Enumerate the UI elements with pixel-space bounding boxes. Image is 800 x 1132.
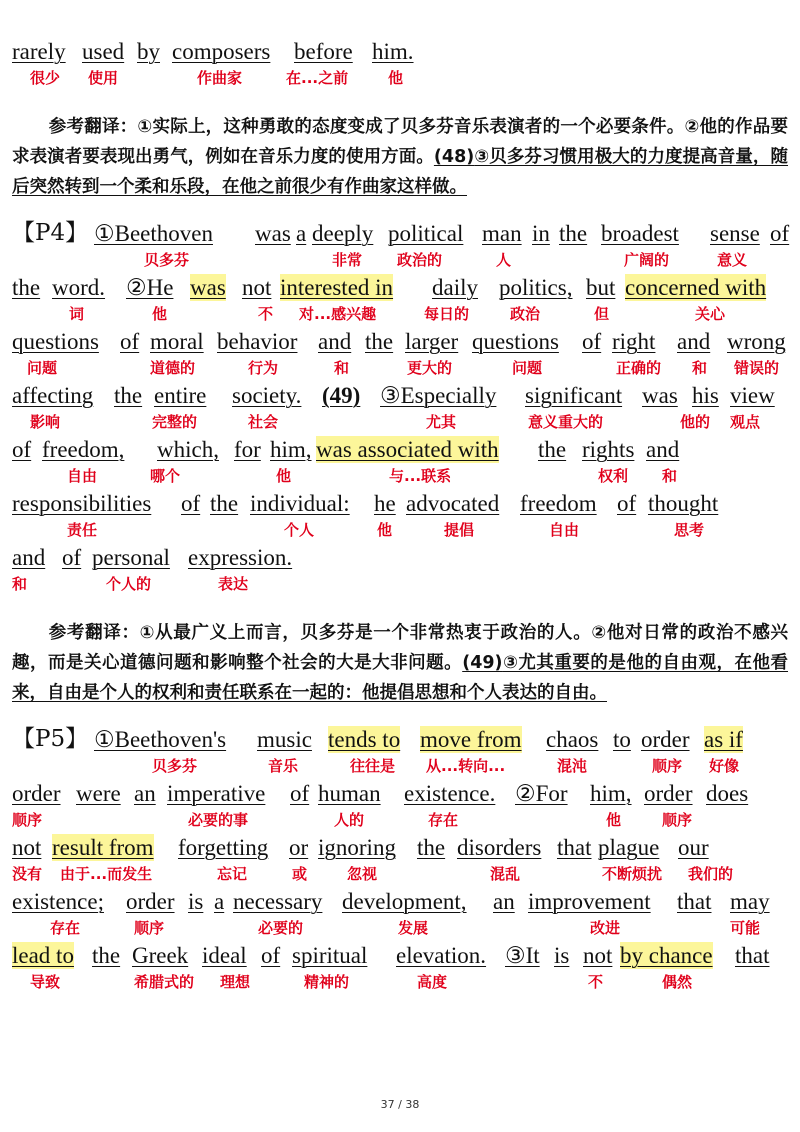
english-word: development,	[342, 889, 467, 914]
gloss-word: 忘记	[217, 865, 248, 883]
english-word: the	[417, 835, 446, 860]
translation-body: ①从最广义上而言，贝多芬是一个非常热衷于政治的人。②他对日常的政治不感兴趣，而是关心道德问题和影响整个社会的大是大非问题。	[12, 623, 788, 673]
english-word: ignoring	[318, 835, 396, 860]
gloss-word: 可能	[730, 919, 761, 937]
english-word: he	[374, 491, 396, 516]
gloss-word: 存在	[50, 919, 81, 937]
english-word: were	[76, 781, 121, 806]
gloss-word: 他	[388, 69, 404, 87]
english-word: necessary	[233, 889, 323, 914]
english-word: existence.	[404, 781, 496, 806]
gloss-word: 哪个	[150, 467, 181, 485]
english-word: expression.	[188, 545, 293, 570]
p4-english-line-5	[12, 436, 792, 463]
gloss-word: 和	[692, 359, 708, 377]
english-word: or	[289, 835, 309, 860]
english-word: ③Especially	[380, 383, 497, 408]
gloss-word: 忽视	[347, 865, 378, 883]
english-word: the	[92, 943, 121, 968]
p5-english-line-2	[12, 780, 792, 807]
english-phrase-highlight: concerned with	[625, 275, 767, 300]
english-word: view	[730, 383, 775, 408]
english-word: ①Beethoven's	[94, 727, 227, 752]
gloss-word: 希腊式的	[134, 973, 195, 991]
p3-reference-translation	[12, 112, 788, 202]
english-word: ideal	[202, 943, 247, 968]
gloss-word: 意义重大的	[528, 413, 604, 431]
english-word: disorders	[457, 835, 542, 860]
gloss-word: 偶然	[662, 973, 693, 991]
gloss-word: 贝多芬	[152, 757, 198, 775]
gloss-word: 发展	[398, 919, 429, 937]
translation-label: 参考翻译：	[48, 623, 140, 643]
translation-label: 参考翻译：	[48, 117, 138, 137]
english-word: right	[612, 329, 656, 354]
english-word: to	[613, 727, 631, 752]
english-word: and	[677, 329, 711, 354]
english-word: larger	[405, 329, 459, 354]
english-word: of	[120, 329, 140, 354]
p4-gloss-line-1	[12, 247, 792, 274]
gloss-word: 社会	[248, 413, 279, 431]
gloss-word: 广阔的	[624, 251, 670, 269]
english-phrase-highlight: tends to	[328, 727, 401, 752]
english-word: imperative	[167, 781, 266, 806]
english-word: order	[12, 781, 61, 806]
english-word: for	[234, 437, 261, 462]
english-word: him.	[372, 39, 414, 64]
english-word: of	[770, 221, 790, 246]
english-word: freedom	[520, 491, 597, 516]
gloss-word: 作曲家	[197, 69, 243, 87]
english-word: society.	[232, 383, 302, 408]
gloss-word: 音乐	[268, 757, 299, 775]
p4-gloss-line-3	[12, 355, 792, 382]
translation-underlined: ③贝多芬习惯用极大的力度提高音量，随后突然转到一个柔和乐段，在他之前很少有作曲家这样做。	[12, 147, 789, 197]
english-word: deeply	[312, 221, 374, 246]
english-word: questions	[472, 329, 559, 354]
english-word: is	[188, 889, 204, 914]
gloss-word: 和	[334, 359, 350, 377]
gloss-word: 关心	[695, 305, 726, 323]
english-phrase-highlight: lead to	[12, 943, 74, 968]
gloss-word: 从...转向...	[426, 757, 506, 775]
english-word: him,	[590, 781, 632, 806]
english-word: was	[255, 221, 291, 246]
p3-english-line	[12, 38, 792, 65]
english-word: Greek	[132, 943, 189, 968]
gloss-word: 权利	[598, 467, 629, 485]
p4-english-line-1	[12, 220, 792, 247]
p4-gloss-line-4	[12, 409, 792, 436]
english-word: ②He	[126, 275, 174, 300]
gloss-word: 责任	[67, 521, 98, 539]
gloss-word: 人	[496, 251, 512, 269]
translation-body: ①实际上，这种勇敢的态度变成了贝多芬音乐表演者的一个必要条件。②他的作品要求表演者要表现出勇气，例如在音乐力度的使用方面。	[12, 117, 788, 167]
gloss-word: 和	[662, 467, 678, 485]
p4-english-line-2	[12, 274, 792, 301]
gloss-word: 他	[377, 521, 393, 539]
p5-english-line-4	[12, 888, 792, 915]
english-word: an	[493, 889, 515, 914]
english-word: spiritual	[292, 943, 368, 968]
p4-gloss-line-6	[12, 517, 792, 544]
english-word: of	[290, 781, 310, 806]
english-word: used	[82, 39, 125, 64]
p5-gloss-line-3	[12, 861, 792, 888]
english-word: order	[644, 781, 693, 806]
english-phrase-highlight: move from	[420, 727, 522, 752]
p4-english-line-3	[12, 328, 792, 355]
p5-gloss-line-1	[12, 753, 792, 780]
english-word: and	[646, 437, 680, 462]
english-word: does	[706, 781, 749, 806]
english-phrase-highlight: result from	[52, 835, 154, 860]
p4-english-line-6	[12, 490, 792, 517]
p4-english-line-4	[12, 382, 792, 409]
english-word: rarely	[12, 39, 66, 64]
english-word: affecting	[12, 383, 94, 408]
english-word: human	[318, 781, 381, 806]
english-word: composers	[172, 39, 271, 64]
english-word: music	[257, 727, 312, 752]
gloss-word: 理想	[220, 973, 251, 991]
p5-english-line-1	[12, 726, 792, 753]
gloss-word: 错误的	[734, 359, 780, 377]
gloss-word: 与...联系	[389, 467, 452, 485]
question-number: (49)	[462, 653, 503, 673]
gloss-word: 完整的	[152, 413, 198, 431]
english-word: broadest	[601, 221, 679, 246]
english-word: the	[12, 275, 41, 300]
gloss-word: 往往是	[350, 757, 396, 775]
english-word: not	[12, 835, 42, 860]
question-marker: (49)	[322, 383, 361, 408]
gloss-word: 影响	[30, 413, 61, 431]
english-word: forgetting	[178, 835, 269, 860]
gloss-word: 自由	[67, 467, 98, 485]
gloss-word: 混乱	[490, 865, 521, 883]
english-word: his	[692, 383, 719, 408]
gloss-word: 每日的	[424, 305, 470, 323]
gloss-word: 道德的	[150, 359, 196, 377]
gloss-word: 不断烦扰	[602, 865, 663, 883]
gloss-word: 精神的	[304, 973, 350, 991]
gloss-word: 政治的	[397, 251, 443, 269]
english-word: rights	[582, 437, 635, 462]
gloss-word: 提倡	[444, 521, 475, 539]
gloss-word: 更大的	[407, 359, 453, 377]
gloss-word: 正确的	[616, 359, 662, 377]
gloss-word: 人的	[334, 811, 365, 829]
english-word: ②For	[515, 781, 568, 806]
english-word: plague	[598, 835, 660, 860]
english-word: ③It	[505, 943, 540, 968]
p4-gloss-line-2	[12, 301, 792, 328]
translation-underlined: ③尤其重要的是他的自由观，在他看来，自由是个人的权利和责任联系在一起的：他提倡思想和个人表达的自由。	[12, 653, 789, 703]
gloss-word: 观点	[730, 413, 761, 431]
english-word: moral	[150, 329, 204, 354]
english-word: order	[126, 889, 175, 914]
english-word: not	[583, 943, 613, 968]
english-word: political	[388, 221, 464, 246]
gloss-word: 和	[12, 575, 28, 593]
gloss-word: 贝多芬	[144, 251, 190, 269]
english-word: which,	[157, 437, 219, 462]
p4-reference-translation	[12, 618, 788, 708]
english-word: daily	[432, 275, 478, 300]
gloss-word: 很少	[30, 69, 61, 87]
english-word: of	[617, 491, 637, 516]
english-phrase-highlight: interested in	[280, 275, 394, 300]
english-word: individual:	[250, 491, 350, 516]
p5-gloss-line-2	[12, 807, 792, 834]
gloss-word: 他	[606, 811, 622, 829]
english-word: and	[12, 545, 46, 570]
p3-gloss-line	[12, 65, 792, 92]
gloss-word: 他的	[680, 413, 711, 431]
gloss-word: 对...感兴趣	[299, 305, 377, 323]
gloss-word: 行为	[248, 359, 279, 377]
gloss-word: 高度	[417, 973, 448, 991]
english-word: may	[730, 889, 770, 914]
paragraph-label: 【P4】	[12, 220, 89, 246]
english-word: freedom,	[42, 437, 125, 462]
english-word: him,	[270, 437, 312, 462]
gloss-word: 不	[258, 305, 274, 323]
english-word: the	[559, 221, 588, 246]
english-word: man	[482, 221, 522, 246]
p5-english-line-3	[12, 834, 792, 861]
gloss-word: 或	[292, 865, 308, 883]
gloss-word: 改进	[590, 919, 621, 937]
english-word: that	[557, 835, 592, 860]
gloss-word: 顺序	[662, 811, 693, 829]
english-word: a	[214, 889, 225, 914]
gloss-word: 非常	[332, 251, 363, 269]
gloss-word: 尤其	[426, 413, 457, 431]
gloss-word: 他	[276, 467, 292, 485]
english-word: responsibilities	[12, 491, 152, 516]
gloss-word: 顺序	[12, 811, 43, 829]
english-word: politics,	[499, 275, 573, 300]
p4-english-line-7	[12, 544, 792, 571]
english-word: existence;	[12, 889, 104, 914]
p5-gloss-line-5	[12, 969, 792, 996]
english-word: a	[296, 221, 307, 246]
gloss-word: 但	[594, 305, 610, 323]
gloss-word: 思考	[674, 521, 705, 539]
p5-gloss-line-4	[12, 915, 792, 942]
gloss-word: 好像	[709, 757, 740, 775]
english-word: chaos	[546, 727, 599, 752]
p4-gloss-line-5	[12, 463, 792, 490]
english-word: of	[181, 491, 201, 516]
english-word: sense	[710, 221, 760, 246]
english-word: by	[137, 39, 160, 64]
gloss-word: 必要的事	[188, 811, 249, 829]
english-word: entire	[154, 383, 207, 408]
english-word: not	[242, 275, 272, 300]
gloss-word: 词	[69, 305, 85, 323]
english-word: of	[12, 437, 32, 462]
english-word: our	[678, 835, 709, 860]
english-phrase-highlight: was	[190, 275, 226, 300]
english-word: thought	[648, 491, 719, 516]
english-word: significant	[525, 383, 623, 408]
english-word: personal	[92, 545, 170, 570]
paragraph-label: 【P5】	[12, 726, 89, 752]
english-word: of	[62, 545, 82, 570]
p5-english-line-5	[12, 942, 792, 969]
gloss-word: 导致	[30, 973, 61, 991]
english-word: the	[365, 329, 394, 354]
english-word: an	[134, 781, 156, 806]
gloss-word: 顺序	[652, 757, 683, 775]
english-word: word.	[52, 275, 106, 300]
gloss-word: 不	[588, 973, 604, 991]
english-word: that	[735, 943, 770, 968]
english-word: ①Beethoven	[94, 221, 213, 246]
gloss-word: 我们的	[688, 865, 734, 883]
question-number: (48)	[433, 147, 475, 167]
english-word: of	[261, 943, 281, 968]
english-word: elevation.	[396, 943, 487, 968]
english-phrase-highlight: by chance	[620, 943, 713, 968]
gloss-word: 自由	[549, 521, 580, 539]
gloss-word: 他	[152, 305, 168, 323]
english-word: of	[582, 329, 602, 354]
gloss-word: 顺序	[134, 919, 165, 937]
gloss-word: 问题	[512, 359, 543, 377]
english-word: questions	[12, 329, 99, 354]
english-word: wrong	[727, 329, 786, 354]
document-page	[12, 38, 792, 996]
english-word: is	[554, 943, 570, 968]
english-word: that	[677, 889, 712, 914]
gloss-word: 问题	[27, 359, 58, 377]
english-word: the	[538, 437, 567, 462]
english-phrase-highlight: was associated with	[316, 437, 499, 462]
gloss-word: 意义	[717, 251, 748, 269]
gloss-word: 个人	[284, 521, 315, 539]
gloss-word: 政治	[510, 305, 541, 323]
gloss-word: 存在	[428, 811, 459, 829]
gloss-word: 必要的	[258, 919, 304, 937]
english-word: the	[114, 383, 143, 408]
p4-gloss-line-7	[12, 571, 792, 598]
gloss-word: 由于...而发生	[60, 865, 153, 883]
english-word: and	[318, 329, 352, 354]
page-indicator: 37 / 38	[380, 1098, 420, 1111]
gloss-word: 表达	[218, 575, 249, 593]
gloss-word: 使用	[88, 69, 119, 87]
english-word: in	[532, 221, 550, 246]
english-word: before	[294, 39, 353, 64]
english-word: improvement	[528, 889, 651, 914]
english-word: order	[641, 727, 690, 752]
english-word: was	[642, 383, 678, 408]
english-word: behavior	[217, 329, 298, 354]
gloss-word: 没有	[12, 865, 43, 883]
english-word: the	[210, 491, 239, 516]
gloss-word: 在...之前	[286, 69, 349, 87]
english-word: but	[586, 275, 616, 300]
gloss-word: 混沌	[557, 757, 588, 775]
gloss-word: 个人的	[106, 575, 152, 593]
english-phrase-highlight: as if	[704, 727, 743, 752]
english-word: advocated	[406, 491, 500, 516]
